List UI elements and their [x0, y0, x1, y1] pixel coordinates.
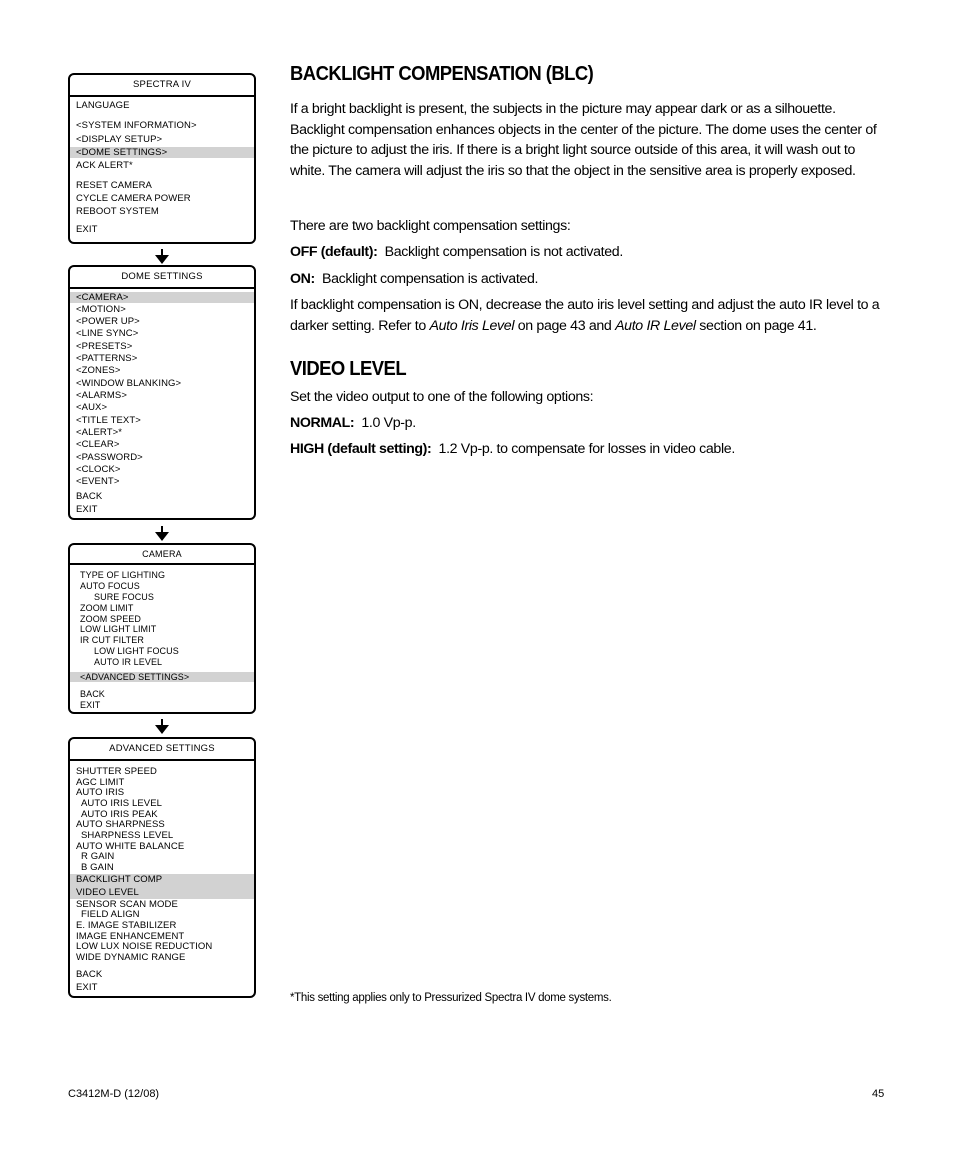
menu-item-back: BACK: [76, 491, 103, 502]
blc-note-text-a: If backlight compensation is ON, decrease the auto iris level setting and adjust the auto IR level to a darker setting. Refer to: [290, 297, 880, 334]
menu-item-presets: <PRESETS>: [76, 341, 133, 352]
menu-item-title-text: <TITLE TEXT>: [76, 415, 141, 426]
blc-on-option: [290, 269, 890, 290]
menu-item-clock: <CLOCK>: [76, 464, 121, 475]
menu-item-exit: EXIT: [80, 700, 101, 710]
menu-item-r-gain: R GAIN: [81, 851, 115, 862]
menu-item-agc-limit: AGC LIMIT: [76, 777, 125, 788]
menu-item-zoom-limit: ZOOM LIMIT: [80, 603, 134, 613]
blc-settings-intro: There are two backlight compensation settings:: [290, 218, 571, 234]
menu-item-window-blanking: <WINDOW BLANKING>: [76, 378, 182, 389]
menu-item-ack-alert: ACK ALERT*: [76, 160, 133, 171]
menu-item-camera: <CAMERA>: [70, 292, 254, 303]
menu-title: SPECTRA IV: [70, 75, 254, 97]
menu-item-auto-ir-level: AUTO IR LEVEL: [94, 657, 163, 667]
menu-item-auto-focus: AUTO FOCUS: [80, 581, 140, 591]
menu-item-low-light-limit: LOW LIGHT LIMIT: [80, 624, 157, 634]
video-level-heading: VIDEO LEVEL: [290, 357, 407, 380]
video-high-text: 1.2 Vp-p. to compensate for losses in video cable.: [438, 441, 735, 457]
auto-ir-level-reference: Auto IR Level: [615, 317, 696, 334]
menu-item-sharpness-level: SHARPNESS LEVEL: [81, 830, 174, 841]
video-normal-label: NORMAL:: [290, 415, 355, 431]
menu-item-zoom-speed: ZOOM SPEED: [80, 614, 142, 624]
menu-item-reboot-system: REBOOT SYSTEM: [76, 206, 159, 217]
video-normal-option: [290, 413, 890, 434]
menu-title: ADVANCED SETTINGS: [70, 739, 254, 761]
menu-item-power-up: <POWER UP>: [76, 316, 140, 327]
menu-item-system-information: <SYSTEM INFORMATION>: [76, 120, 197, 131]
camera-menu: [68, 543, 256, 714]
menu-item-exit: EXIT: [76, 224, 98, 235]
menu-item-field-align: FIELD ALIGN: [81, 909, 140, 920]
menu-item-wide-dynamic-range: WIDE DYNAMIC RANGE: [76, 952, 186, 963]
menu-item-ir-cut-filter: IR CUT FILTER: [80, 635, 144, 645]
blc-heading: BACKLIGHT COMPENSATION (BLC): [290, 62, 594, 85]
menu-item-video-level: VIDEO LEVEL: [70, 887, 254, 899]
menu-item-sensor-scan-mode: SENSOR SCAN MODE: [76, 899, 178, 910]
menu-item-shutter-speed: SHUTTER SPEED: [76, 766, 158, 777]
menu-item-sure-focus: SURE FOCUS: [94, 592, 155, 602]
menu-item-display-setup: <DISPLAY SETUP>: [76, 134, 163, 145]
menu-item-alarms: <ALARMS>: [76, 390, 127, 401]
down-arrow-icon: [155, 526, 169, 542]
menu-item-aux: <AUX>: [76, 402, 108, 413]
menu-title: CAMERA: [70, 545, 254, 565]
video-level-intro: Set the video output to one of the following options:: [290, 389, 594, 405]
blc-note-paragraph: [290, 295, 890, 336]
blc-on-label: ON:: [290, 271, 315, 287]
down-arrow-icon: [155, 249, 169, 265]
video-high-label: HIGH (default setting):: [290, 441, 432, 457]
blc-note-text-b: on page 43 and: [514, 317, 616, 334]
menu-item-exit: EXIT: [76, 504, 98, 515]
menu-item-auto-iris-peak: AUTO IRIS PEAK: [81, 809, 158, 820]
video-high-option: [290, 439, 890, 460]
spectra-iv-menu: [68, 73, 256, 244]
menu-item-backlight-comp: BACKLIGHT COMP: [70, 874, 254, 887]
menu-item-language: LANGUAGE: [76, 100, 130, 111]
blc-on-text: Backlight compensation is activated.: [322, 271, 539, 287]
down-arrow-icon: [155, 719, 169, 735]
menu-item-auto-sharpness: AUTO SHARPNESS: [76, 819, 165, 830]
menu-item-line-sync: <LINE SYNC>: [76, 328, 139, 339]
blc-off-label: OFF (default):: [290, 244, 378, 260]
menu-item-e-image-stabilizer: E. IMAGE STABILIZER: [76, 920, 177, 931]
document-id: C3412M-D (12/08): [68, 1088, 160, 1100]
page-number: 45: [872, 1088, 885, 1100]
blc-off-text: Backlight compensation is not activated.: [384, 244, 623, 260]
blc-off-option: [290, 242, 890, 263]
menu-item-auto-iris-level: AUTO IRIS LEVEL: [81, 798, 163, 809]
auto-iris-level-reference: Auto Iris Level: [429, 317, 515, 334]
menu-item-low-lux-noise-reduction: LOW LUX NOISE REDUCTION: [76, 941, 213, 952]
blc-note-text-c: section on page 41.: [695, 317, 817, 334]
menu-item-clear: <CLEAR>: [76, 439, 120, 450]
menu-item-auto-white-balance: AUTO WHITE BALANCE: [76, 841, 185, 852]
menu-item-image-enhancement: IMAGE ENHANCEMENT: [76, 931, 185, 942]
advanced-settings-menu: [68, 737, 256, 998]
menu-item-type-of-lighting: TYPE OF LIGHTING: [80, 570, 166, 580]
menu-item-password: <PASSWORD>: [76, 452, 143, 463]
menu-item-low-light-focus: LOW LIGHT FOCUS: [94, 646, 179, 656]
menu-item-motion: <MOTION>: [76, 304, 126, 315]
menu-item-dome-settings: <DOME SETTINGS>: [70, 147, 254, 158]
menu-item-zones: <ZONES>: [76, 365, 121, 376]
menu-item-reset-camera: RESET CAMERA: [76, 180, 152, 191]
menu-item-cycle-camera-power: CYCLE CAMERA POWER: [76, 193, 191, 204]
menu-item-alert: <ALERT>*: [76, 427, 123, 438]
menu-item-advanced-settings: <ADVANCED SETTINGS>: [70, 672, 254, 682]
menu-item-b-gain: B GAIN: [81, 862, 114, 873]
menu-title: DOME SETTINGS: [70, 267, 254, 289]
menu-item-back: BACK: [80, 689, 105, 699]
footnote: *This setting applies only to Pressurized Spectra IV dome systems.: [290, 992, 612, 1004]
dome-settings-menu: [68, 265, 256, 520]
video-normal-text: 1.0 Vp-p.: [361, 415, 416, 431]
menu-item-auto-iris: AUTO IRIS: [76, 787, 125, 798]
menu-item-event: <EVENT>: [76, 476, 120, 487]
menu-item-patterns: <PATTERNS>: [76, 353, 138, 364]
menu-item-back: BACK: [76, 969, 103, 980]
menu-item-exit: EXIT: [76, 982, 98, 993]
blc-intro-paragraph: If a bright backlight is present, the subjects in the picture may appear dark or as a silhouette. Backlight compensation enhances objects in the center of the picture. The dome uses the center of the picture to adjust the iris. If there is a bright light source outside of this area, it will wash out to white. The camera will adjust the iris so that the object in the sensitive area is properly exposed.: [290, 101, 877, 179]
